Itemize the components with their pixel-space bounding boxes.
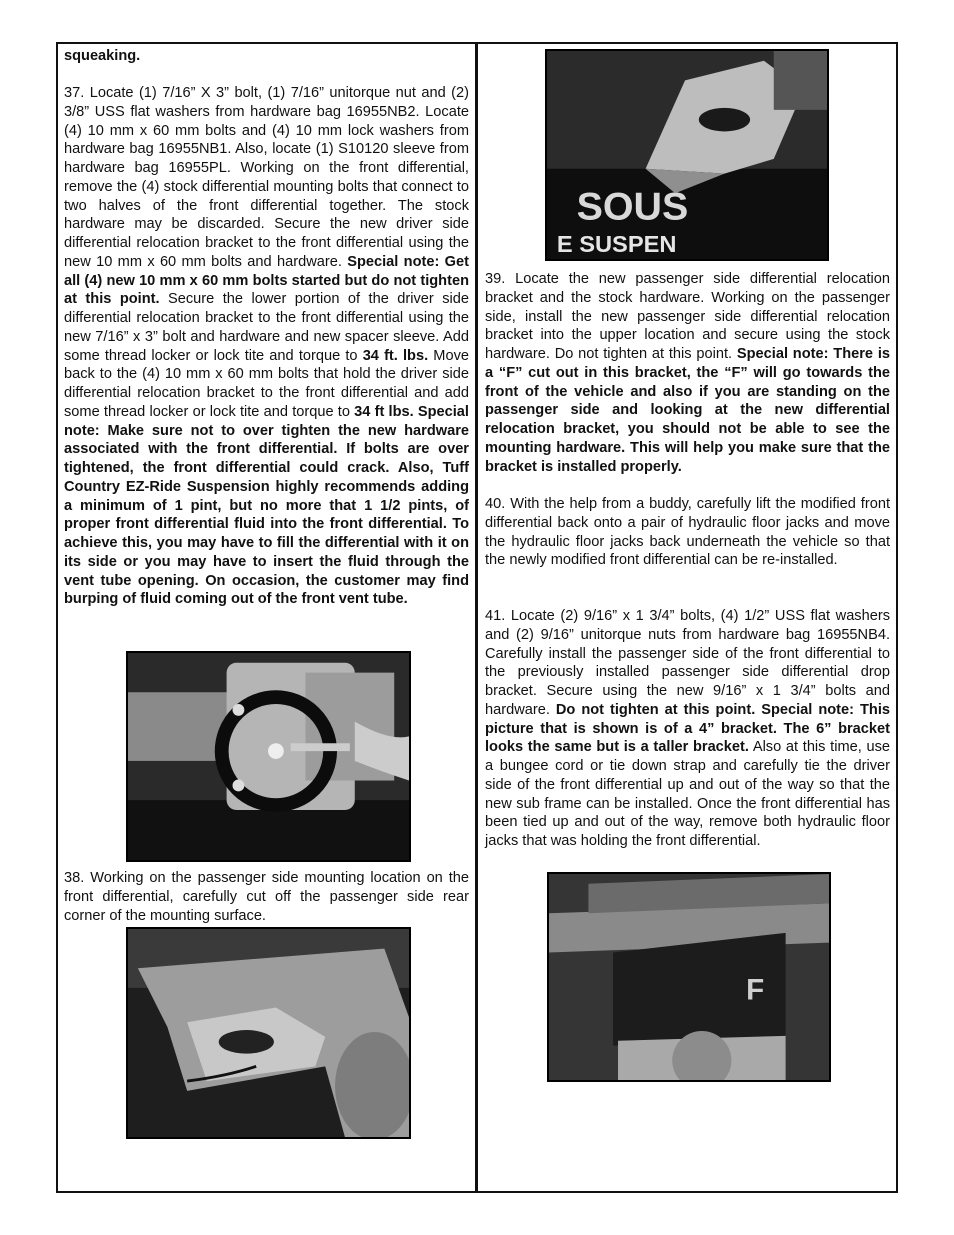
step-37-run: Special note: Get all (4) new 10 mm x 60 mm bolts started but do not tighten at this point. bbox=[64, 253, 469, 308]
step-41-text bbox=[485, 607, 890, 851]
step-37-run: 37. Locate (1) 7/16” X 3” bolt, (1) 7/16” unitorque nut and (2) 3/8” USS flat washers from hardware bag 16955NB2. Locate (4) 10 mm x 60 mm bolts and (4) 10 mm lock washers from hardware bag 16955NB1. Also, locate (1) S10120 sleeve from hardware bag 16955PL. Working on the front differential, remove the (4) stock differential mounting bolts that connect to two halves of the front differential together. The stock hardware may be discarded. Secure the new driver side differential relocation bracket to the front differential using the new 10 mm x 60 mm bolts and hardware. bbox=[64, 85, 469, 270]
photo-passenger-side-mount bbox=[545, 49, 829, 261]
step-38-text: 38. Working on the passenger side mounting location on the front differential, carefully cut off the passenger side rear corner of the mounting surface. bbox=[64, 870, 469, 924]
banner-text-top: SOUS bbox=[576, 184, 689, 229]
banner-text-bottom: E SUSPEN bbox=[556, 232, 677, 259]
step-40-text: 40. With the help from a buddy, carefully lift the modified front differential back onto a pair of hydraulic floor jacks and move the hydraulic floor jacks back underneath the vehicle so that the newly modified front differential can be re-installed. bbox=[485, 496, 890, 569]
step-41-run: 41. Locate (2) 9/16” x 1 3/4” bolts, (4) 1/2” USS flat washers and (2) 9/16” unitorque nuts from hardware bag 16955NB4. Carefully install the passenger side of the front differential to the previously installed passenger side differential drop bracket. Secure using the new 9/16” x 1 3/4” bolts and hardware. bbox=[485, 608, 890, 718]
step-41-run: Also at this time, use a bungee cord or tie down strap and carefully tie the driver side of the front differential up and out of the way so that the new sub frame can be installed. Once the front differential has been tied up and out of the way, remove both hydraulic floor jacks that was holding the front differential. bbox=[485, 739, 890, 849]
step-39-run: Special note: There is a “F” cut out in this bracket, the “F” will go towards the front of the vehicle and also if you are standing on the passenger side and looking at the new differential relocation bracket, you should not be able to see the mounting hardware. This will help you make sure that the bracket is installed properly. bbox=[485, 346, 890, 475]
step-37-run: Secure the lower portion of the driver side differential relocation bracket to the front differential using the new 7/16” x 3” bolt and hardware and new spacer sleeve. Add some thread locker or lock tite and torque to bbox=[64, 291, 469, 364]
photo-driver-side-bracket bbox=[126, 651, 411, 862]
bracket-f-letter: F bbox=[746, 973, 765, 1007]
photo-f-bracket bbox=[547, 872, 831, 1082]
step-37-text bbox=[64, 84, 469, 609]
step-37-run: 34 ft lbs. Special note: Make sure not to over tighten the new hardware associated with the front differential. If bolts are over tightened, the front differential could crack. Also, Tuff Country EZ-Ride Suspension highly recommends adding a minimum of 1 pint, but no more that 1 1/2 pints, of proper front differential fluid into the front differential. To achieve this, you may have to fill the differential with it on its side or you may have to insert the fluid through the vent tube opening. On occasion, the customer may find burping of fluid coming out of the front vent tube. bbox=[64, 403, 469, 608]
step-39-text bbox=[485, 270, 890, 476]
step-37-run: Move back to the (4) 10 mm x 60 mm bolts that hold the driver side differential relocation bracket to the front differential and add some thread locker or lock tite and torque to bbox=[64, 347, 469, 420]
step-39-run: 39. Locate the new passenger side differential relocation bracket and the stock hardware. Working on the passenger side, install the new passenger side differential relocation bracket into the upper location and secure using the stock hardware. Do not tighten at this point. bbox=[485, 271, 890, 362]
step-37-run: 34 ft. lbs. bbox=[362, 347, 429, 364]
intro-text: squeaking. bbox=[64, 48, 141, 64]
photo-cut-mounting-surface bbox=[126, 927, 411, 1139]
step-41-run: Do not tighten at this point. Special note: This picture that is shown is of a 4” bracket. The 6” bracket looks the same but is a taller bracket. bbox=[485, 701, 890, 756]
